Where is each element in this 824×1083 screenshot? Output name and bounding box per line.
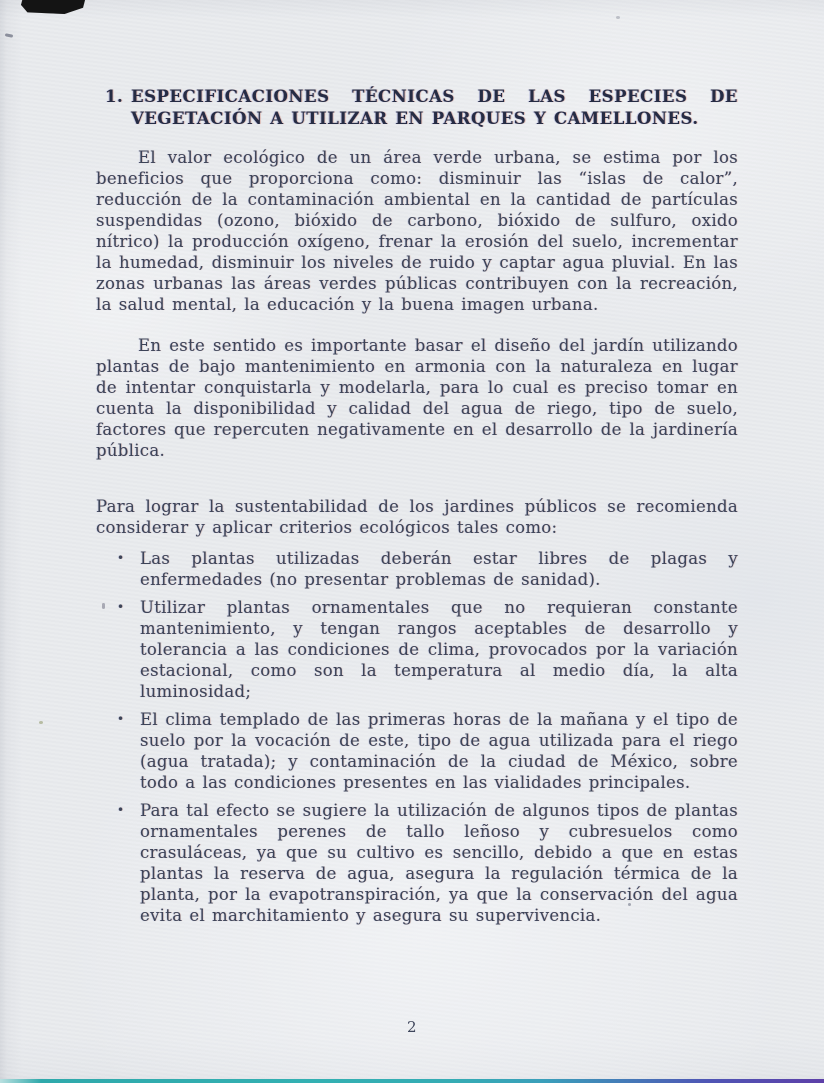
- scan-speck-artifact: [5, 33, 13, 38]
- list-item-text: Utilizar plantas ornamentales que no requieran constante mantenimiento, y tengan rangos aceptables de desarrollo y tolerancia a las condiciones de clima, provocados por la variación estacional, como son la temperatura al medio día, la alta luminosidad;: [140, 598, 738, 701]
- list-item: [96, 548, 738, 590]
- bullet-icon: •: [117, 803, 125, 817]
- bullet-icon: •: [117, 712, 125, 726]
- page-number: 2: [406, 1018, 418, 1036]
- list-item: [96, 709, 738, 793]
- list-item: [96, 597, 738, 702]
- paragraph-sustainability-intro: Para lograr la sustentabilidad de los jardines públicos se recomienda considerar y aplicar criterios ecológicos tales como:: [96, 497, 738, 537]
- list-item: [96, 800, 738, 926]
- ink-blob-artifact: [21, 0, 85, 14]
- ecological-criteria-list: [96, 548, 738, 926]
- list-item-text: Para tal efecto se sugiere la utilización de algunos tipos de plantas ornamentales perenes de tallo leñoso y cubresuelos como crasuláceas, ya que su cultivo es sencillo, debido a que en estas plantas la reserva de agua, asegura la regulación térmica de la planta, por la evapotranspiración, ya que la conservación del agua evita el marchitamiento y asegura su supervivencia.: [140, 801, 738, 925]
- bullet-icon: •: [117, 551, 125, 565]
- section-title: [131, 86, 738, 130]
- section-title-line2: VEGETACIÓN A UTILIZAR EN PARQUES Y CAMELLONES.: [131, 109, 699, 128]
- section-number: 1.: [105, 87, 124, 106]
- paragraph-garden-design: En este sentido es importante basar el diseño del jardín utilizando plantas de bajo mantenimiento en armonia con la naturaleza en lugar de intentar conquistarla y modelarla, para lo cual es preciso tomar en cuenta la disponibilidad y calidad del agua de riego, tipo de suelo, factores que repercuten negativamente en el desarrollo de la jardinería pública.: [96, 336, 738, 460]
- section-heading: [96, 86, 738, 130]
- document-content: [96, 86, 738, 926]
- paragraph-ecological-value: El valor ecológico de un área verde urbana, se estima por los beneficios que proporciona como: disminuir las “islas de calor”, reducción de la contaminación ambiental en la cantidad de partículas suspendidas (ozono, bióxido de carbono, bióxido de sulfuro, oxido nítrico) la producción oxígeno, frenar la erosión del suelo, incrementar la humedad, disminuir los niveles de ruido y captar agua pluvial. En las zonas urbanas las áreas verdes públicas contribuyen con la recreación, la salud mental, la educación y la buena imagen urbana.: [96, 148, 738, 314]
- scan-speck-artifact: [616, 16, 620, 19]
- section-title-line1: ESPECIFICACIONES TÉCNICAS DE LAS ESPECIES DE: [131, 87, 738, 106]
- list-item-text: Las plantas utilizadas deberán estar libres de plagas y enfermedades (no presentar problemas de sanidad).: [140, 549, 738, 589]
- scan-edge-artifact: [0, 1079, 824, 1083]
- scan-speck-artifact: [39, 721, 43, 724]
- bullet-icon: •: [117, 600, 125, 614]
- list-item-text: El clima templado de las primeras horas de la mañana y el tipo de suelo por la vocación de este, tipo de agua utilizada para el riego (agua tratada); y contaminación de la ciudad de México, sobre todo a las condiciones presentes en las vialidades principales.: [140, 710, 738, 792]
